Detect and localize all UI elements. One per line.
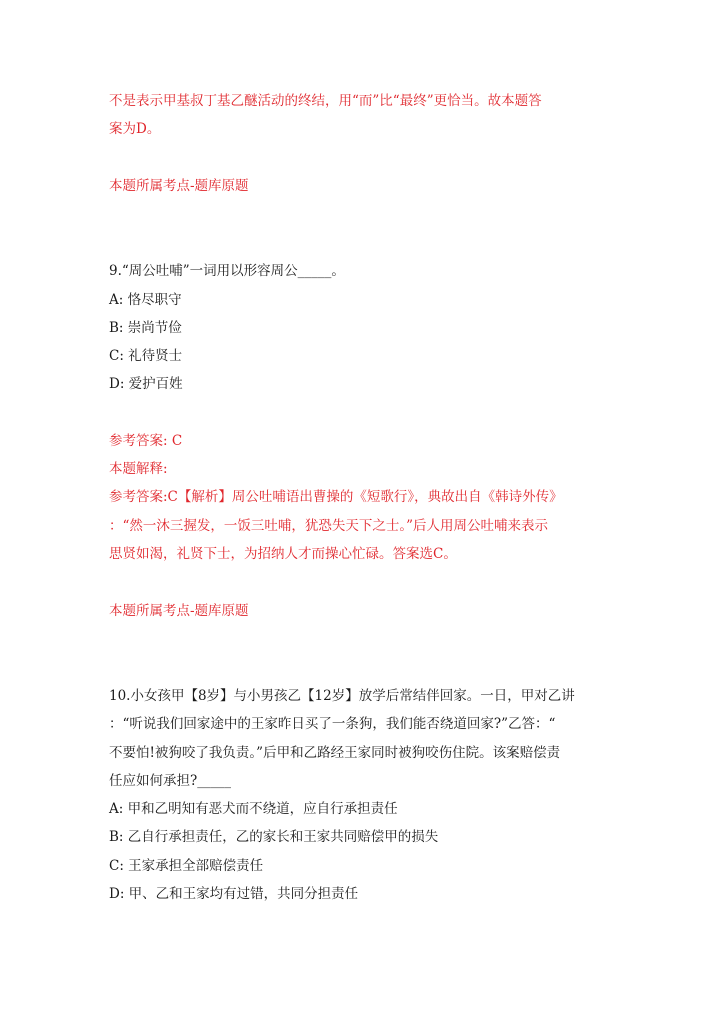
q9-option-c: C: 礼待贤士 xyxy=(109,348,183,364)
q9-option-b: B: 崇尚节俭 xyxy=(109,320,182,336)
q9-explanation-line-1: 参考答案:C【解析】周公吐哺语出曹操的《短歌行》，典故出自《韩诗外传》 xyxy=(109,489,563,505)
q9-explanation-label: 本题解释: xyxy=(109,461,168,477)
q9-source: 本题所属考点-题库原题 xyxy=(109,603,249,619)
q9-answer: 参考答案: C xyxy=(109,433,183,449)
q10-option-c: C: 王家承担全部赔偿责任 xyxy=(109,858,264,874)
q9-explanation-line-3: 思贤如渴，礼贤下士，为招纳人才而操心忙碌。答案选C。 xyxy=(109,546,457,562)
q10-option-a: A: 甲和乙明知有恶犬而不绕道，应自行承担责任 xyxy=(109,801,398,817)
q8-explanation-line-1: 不是表示甲基叔丁基乙醚活动的终结，用“而”比“最终”更恰当。故本题答 xyxy=(109,93,542,109)
q8-explanation-line-2: 案为D。 xyxy=(109,121,161,137)
q10-option-b: B: 乙自行承担责任，乙的家长和王家共同赔偿甲的损失 xyxy=(109,829,439,845)
q9-question: 9.“周公吐哺”一词用以形容周公_____。 xyxy=(109,263,345,279)
q9-explanation-line-2: ：“然一沐三握发，一饭三吐哺，犹恐失天下之士。”后人用周公吐哺来表示 xyxy=(109,518,549,534)
q9-option-a: A: 恪尽职守 xyxy=(109,292,182,308)
q10-question-line-3: 不要怕!被狗咬了我负责。”后甲和乙路经王家同时被狗咬伤住院。该案赔偿责 xyxy=(109,745,561,761)
q8-source: 本题所属考点-题库原题 xyxy=(109,178,249,194)
q9-option-d: D: 爱护百姓 xyxy=(109,376,183,392)
q10-question-line-4: 任应如何承担?_____ xyxy=(109,773,231,789)
q10-question-line-1: 10.小女孩甲【8岁】与小男孩乙【12岁】放学后常结伴回家。一日，甲对乙讲 xyxy=(109,688,575,704)
q10-question-line-2: ：“听说我们回家途中的王家昨日买了一条狗，我们能否绕道回家?”乙答：“ xyxy=(109,716,556,732)
q10-option-d: D: 甲、乙和王家均有过错，共同分担责任 xyxy=(109,886,359,902)
